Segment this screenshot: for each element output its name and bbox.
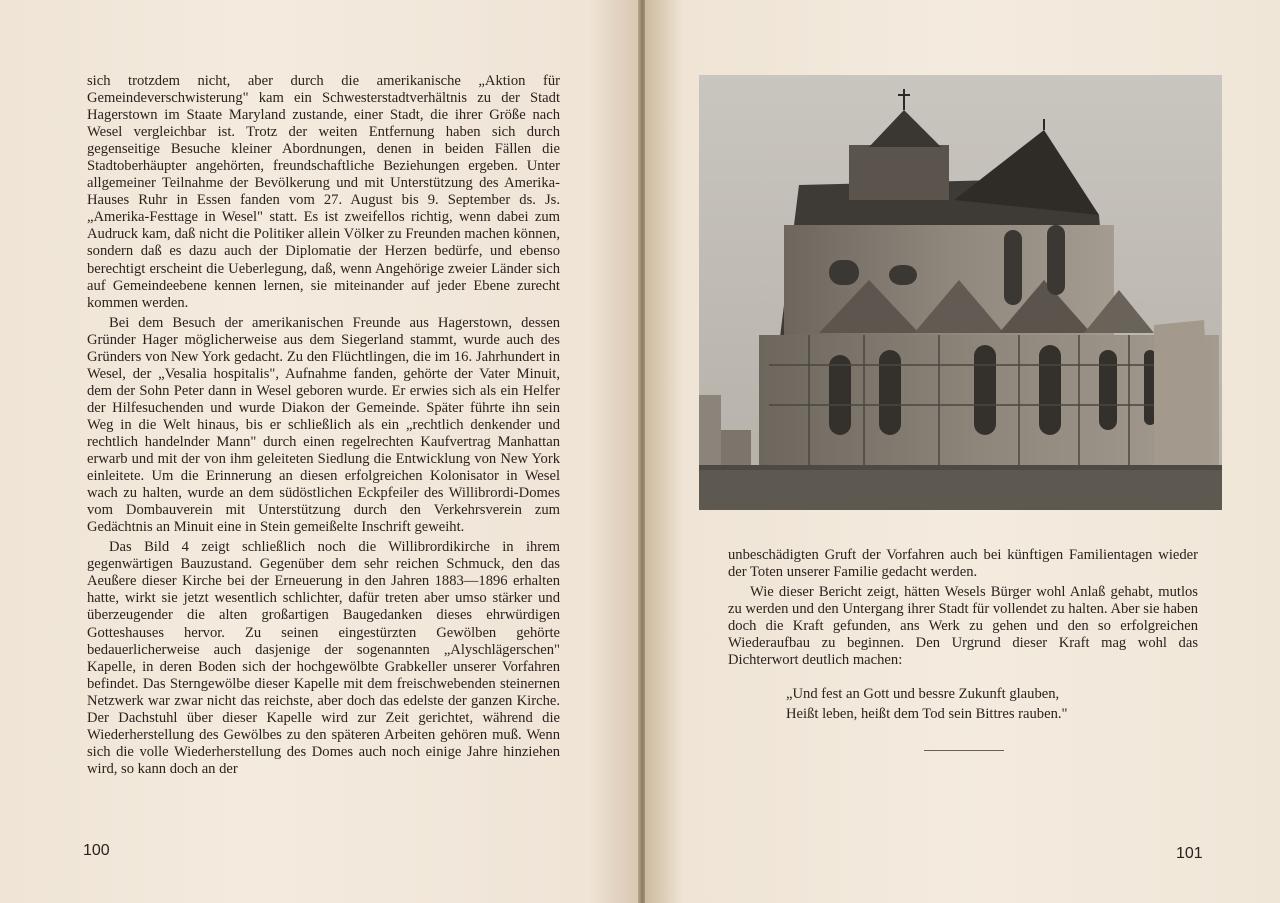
church-photo	[699, 75, 1222, 510]
page-number-left: 100	[83, 842, 110, 859]
section-divider	[924, 750, 1004, 751]
paragraph: Wie dieser Bericht zeigt, hätten Wesels Bürger wohl Anlaß gehabt, mutlos zu werden und den Untergang ihrer Stadt für vollendet zu halten. Aber sie haben doch die Kraft gefunden, ans Werk zu gehen und den so erfolgreichen Wiederaufbau zu beginnen. Den Urgrund dieser Kraft mag wohl das Dichterwort deutlich machen:	[728, 584, 1198, 669]
page-number-right: 101	[1176, 845, 1203, 862]
poem-line: „Und fest an Gott und bessre Zukunft glauben,	[786, 686, 1060, 702]
poem-quote	[760, 684, 1180, 724]
paragraph: Das Bild 4 zeigt schließlich noch die Willibrordikirche in ihrem gegenwärtigen Bauzustand. Gegenüber dem sehr reichen Schmuck, den das Aeußere dieser Kirche bei der Erneuerung in den Jahren 1883—1896 erhalten hatte, wirkt sie jetzt wesentlich schlichter, dafür treten aber umso stärker und überzeugender die alten großartigen Baugedanken dieses ehrwürdigen Gotteshauses hervor. Zu seinen eingestürzten Gewölben gehörte bedauerlicherweise auch dasjenige der sogenannten „Alyschlägerschen" Kapelle, in deren Boden sich der hochgewölbte Grabkeller unserer Vorfahren befindet. Das Sterngewölbe dieser Kapelle mit dem freischwebenden steinernen Netzwerk war zwar nicht das reichste, aber doch das edelste der ganzen Kirche. Der Dachstuhl über dieser Kapelle wird zur Zeit gerichtet, während die Wiederherstellung des Gewölbes zu den späteren Arbeiten gehören muß. Wenn sich die volle Wiederherstellung des Domes auch noch einige Jahre hinziehen wird, so kann doch an der	[87, 539, 560, 777]
paragraph: Bei dem Besuch der amerikanischen Freunde aus Hagerstown, dessen Gründer Hager möglicherweise aus dem Siegerland stammt, wurde auch des Gründers von New York gedacht. Zu den Flüchtlingen, die im 16. Jahrhundert in Wesel, der „Vesalia hospitalis", Aufnahme fanden, gehörte der Vater Minuit, dem der Sohn Peter dann in Wesel geboren wurde. Er erwies sich als ein Helfer der Hilfesuchenden und wurde Diakon der Gemeinde. Später führte ihn sein Weg in die Welt hinaus, bis er schließlich als ein „rechtlich denkender und rechtlich handelnder Mann" durch einen regelrechten Kaufvertrag Manhattan erwarb und mit der von ihm geleiteten Siedlung die Entwicklung von New York einleitete. Um die Erinnerung an diesen erfolgreichen Kolonisator in Wesel wach zu halten, wurde an dem südöstlichen Eckpfeiler des Willibrordi-Domes vom Dombauverein mit Unterstützung durch den Verkehrsverein zum Gedächtnis an Minuit eine in Stein gemeißelte Inschrift geweiht.	[87, 314, 560, 536]
paragraph: unbeschädigten Gruft der Vorfahren auch bei künftigen Familientagen wieder der Toten unserer Familie gedacht werden.	[728, 547, 1198, 581]
poem-line: Heißt leben, heißt dem Tod sein Bittres rauben."	[786, 706, 1068, 722]
right-page-text	[728, 547, 1198, 669]
left-page-text	[87, 73, 560, 778]
paragraph: sich trotzdem nicht, aber durch die amerikanische „Aktion für Gemeindeverschwisterung" kam ein Schwesterstadtverhältnis zu der Stadt Hagerstown im Staate Maryland zustande, einer Stadt, die ihrer Größe nach Wesel vergleichbar ist. Trotz der weiten Entfernung haben sich durch gegenseitige Besuche kleiner Abordnungen, denen in beiden Fällen die Stadtoberhäupter angehörten, freundschaftliche Beziehungen ergeben. Unter allgemeiner Teilnahme der Bevölkerung und mit Unterstützung des Amerika-Hauses Ruhr in Essen fanden vom 27. August bis 9. September ds. Js. „Amerika-Festtage in Wesel" statt. Es ist zweifellos richtig, wenn dabei zum Audruck kam, daß nicht die Politiker allein Völker zu Freunden machen können, sondern daß es dazu auch der Diplomatie der Herzen bedürfe, und ebenso berechtigt erscheint die Ueberlegung, daß, wenn Angehörige zweier Länder sich auf Gemeindeebene kennen lernen, sie miteinander auf jeder Ebene zurecht kommen werden.	[87, 73, 560, 311]
